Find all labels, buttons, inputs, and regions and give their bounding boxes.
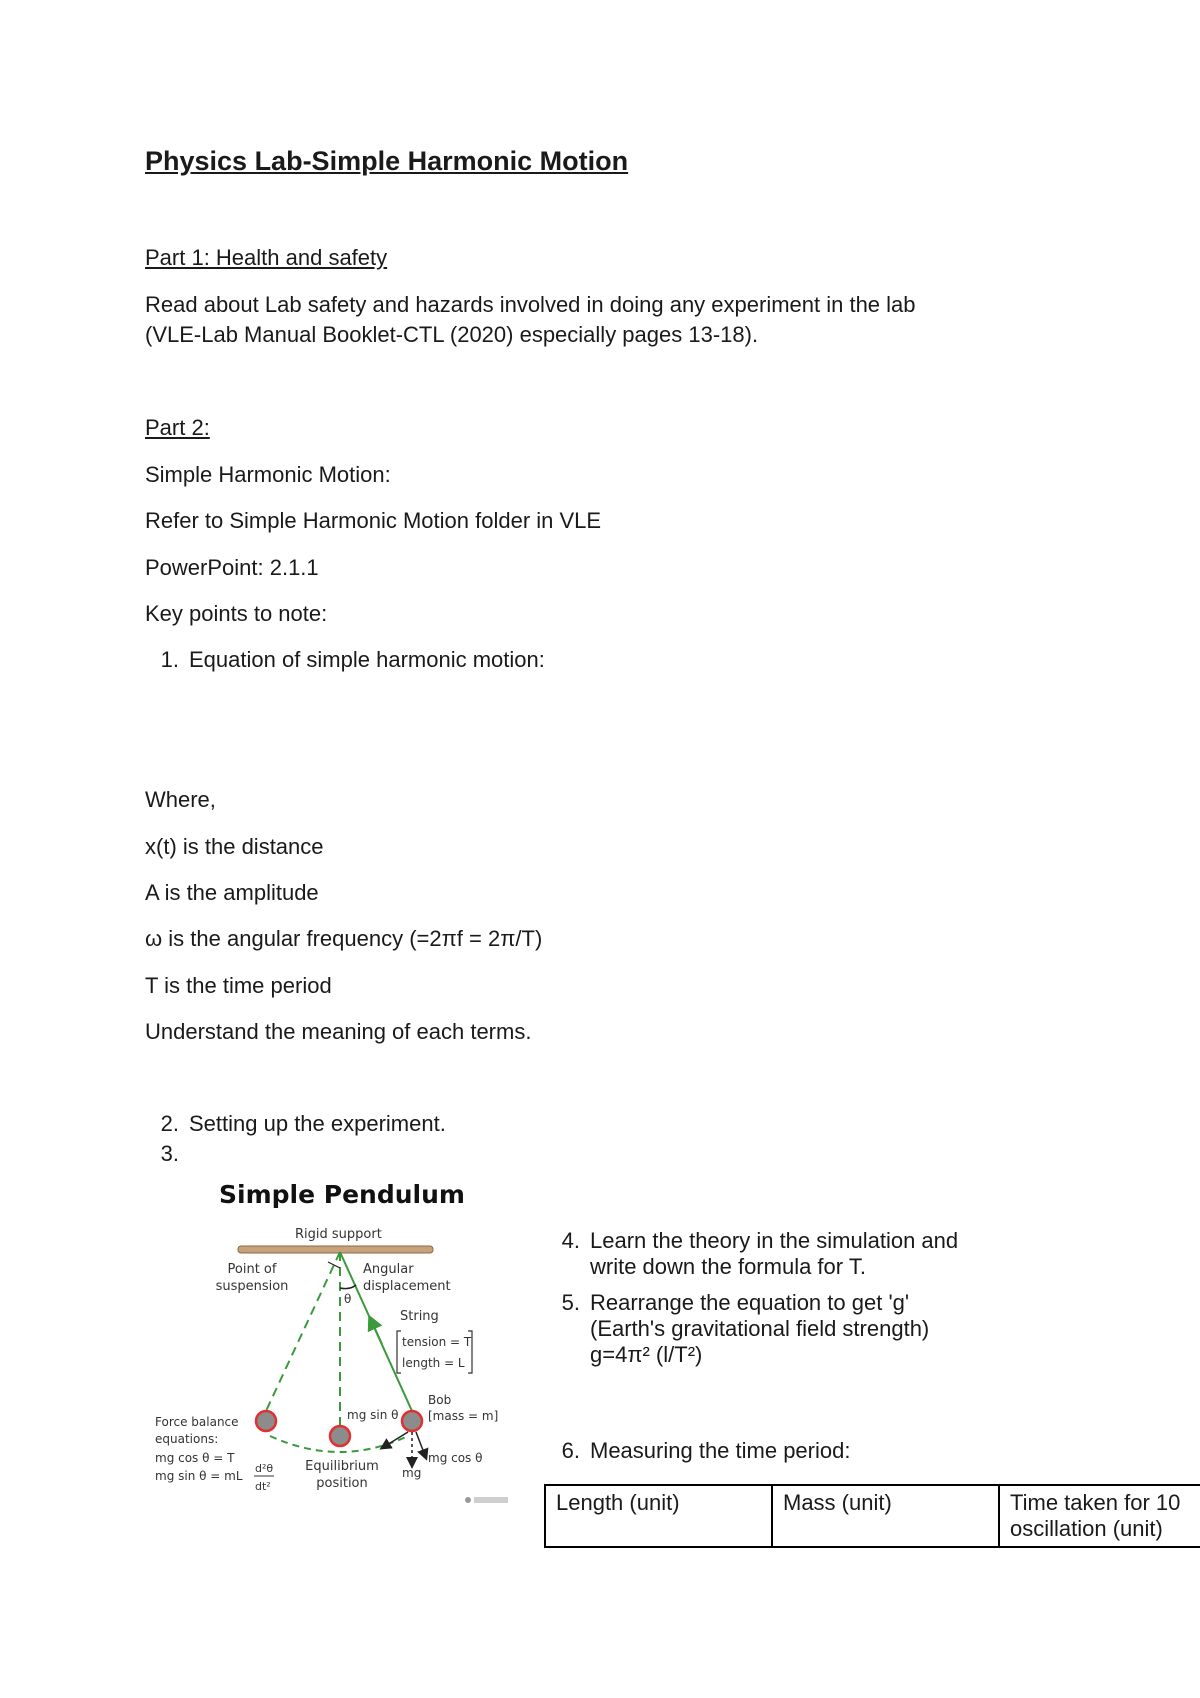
label-tension: tension = T (402, 1335, 472, 1349)
list-text: Measuring the time period: (590, 1438, 851, 1463)
label-mass: [mass = m] (428, 1409, 499, 1423)
label-length: length = L (402, 1356, 465, 1370)
list-text-continued: (Earth's gravitational field strength) (590, 1316, 930, 1341)
label-eq2: mg sin θ = mL (155, 1469, 243, 1483)
label-suspension: suspension (215, 1279, 289, 1294)
label-theta: θ (344, 1292, 352, 1306)
simple-pendulum-diagram (150, 1168, 530, 1508)
bob-right (402, 1411, 422, 1431)
definition-omega: ω is the angular frequency (=2πf = 2π/T) (145, 926, 543, 951)
measurement-table (544, 1484, 1200, 1548)
label-displacement: displacement (363, 1279, 451, 1294)
list-item-4 (546, 1228, 958, 1280)
tension-arrow (370, 1318, 382, 1344)
part2-powerpoint: PowerPoint: 2.1.1 (145, 555, 319, 580)
label-eq2-denominator: dt² (255, 1480, 271, 1493)
list-number: 6. (561, 1438, 580, 1463)
angle-arc (340, 1285, 356, 1289)
list-text-continued: write down the formula for T. (590, 1254, 866, 1279)
label-eq2-numerator: d²θ (255, 1462, 274, 1475)
bob-equilibrium (330, 1426, 350, 1446)
label-force-balance: Force balance (155, 1415, 239, 1429)
list-item-1 (145, 647, 545, 673)
label-rigid-support: Rigid support (295, 1227, 382, 1242)
part2-heading: Part 2: (145, 415, 210, 440)
label-equations: equations: (155, 1432, 219, 1446)
measurement-table-wrap (544, 1484, 1200, 1548)
part1-heading: Part 1: Health and safety (145, 245, 388, 270)
label-position: position (316, 1476, 368, 1491)
list-text: Learn the theory in the simulation and (590, 1228, 959, 1253)
part2-refer: Refer to Simple Harmonic Motion folder in VLE (145, 508, 602, 533)
label-eq1: mg cos θ = T (155, 1451, 235, 1465)
source-logo-icon (465, 1497, 471, 1503)
label-angular: Angular (363, 1262, 414, 1277)
header-mass: Mass (unit) (772, 1485, 999, 1547)
list-text: Equation of simple harmonic motion: (189, 647, 545, 672)
header-time: Time taken for 10 oscillation (unit) (999, 1485, 1200, 1547)
list-item-5 (546, 1290, 929, 1368)
definition-x: x(t) is the distance (145, 834, 324, 859)
source-logo-mark (474, 1497, 508, 1503)
part1-line1: Read about Lab safety and hazards involved in doing any experiment in the lab (145, 292, 916, 317)
diagram-title: Simple Pendulum (219, 1180, 465, 1209)
string-left-dashed (266, 1252, 340, 1411)
label-point-of: Point of (227, 1262, 277, 1277)
list-item-6 (546, 1438, 850, 1464)
label-mg-cos: mg cos θ (428, 1451, 483, 1465)
rigid-support-bar (238, 1246, 433, 1253)
list-text: Setting up the experiment. (189, 1111, 446, 1136)
label-mg: mg (402, 1466, 422, 1480)
list-item-3 (145, 1141, 189, 1167)
part2-subtitle: Simple Harmonic Motion: (145, 462, 391, 487)
list-number: 4. (561, 1228, 580, 1253)
where-label: Where, (145, 787, 216, 812)
list-number: 3. (160, 1141, 179, 1166)
label-equilibrium: Equilibrium (305, 1459, 379, 1474)
definition-t: T is the time period (145, 973, 332, 998)
g-formula: g=4π² (l/T²) (590, 1342, 703, 1367)
table-header-row (545, 1485, 1200, 1547)
label-bob: Bob (428, 1393, 452, 1407)
bob-left (256, 1411, 276, 1431)
list-item-2 (145, 1111, 446, 1137)
label-mg-sin: mg sin θ (347, 1408, 399, 1422)
part2-key-points: Key points to note: (145, 601, 328, 626)
header-length: Length (unit) (545, 1485, 772, 1547)
mg-cos-arrow (416, 1432, 426, 1458)
label-string: String (400, 1309, 439, 1324)
list-number: 2. (160, 1111, 179, 1136)
list-number: 1. (160, 647, 179, 672)
mg-sin-arrow (382, 1432, 408, 1448)
understand-note: Understand the meaning of each terms. (145, 1019, 532, 1044)
page-title: Physics Lab-Simple Harmonic Motion (145, 146, 629, 176)
list-text: Rearrange the equation to get 'g' (590, 1290, 910, 1315)
list-number: 5. (561, 1290, 580, 1315)
definition-a: A is the amplitude (145, 880, 319, 905)
part1-line2: (VLE-Lab Manual Booklet-CTL (2020) especially pages 13-18). (145, 322, 759, 347)
